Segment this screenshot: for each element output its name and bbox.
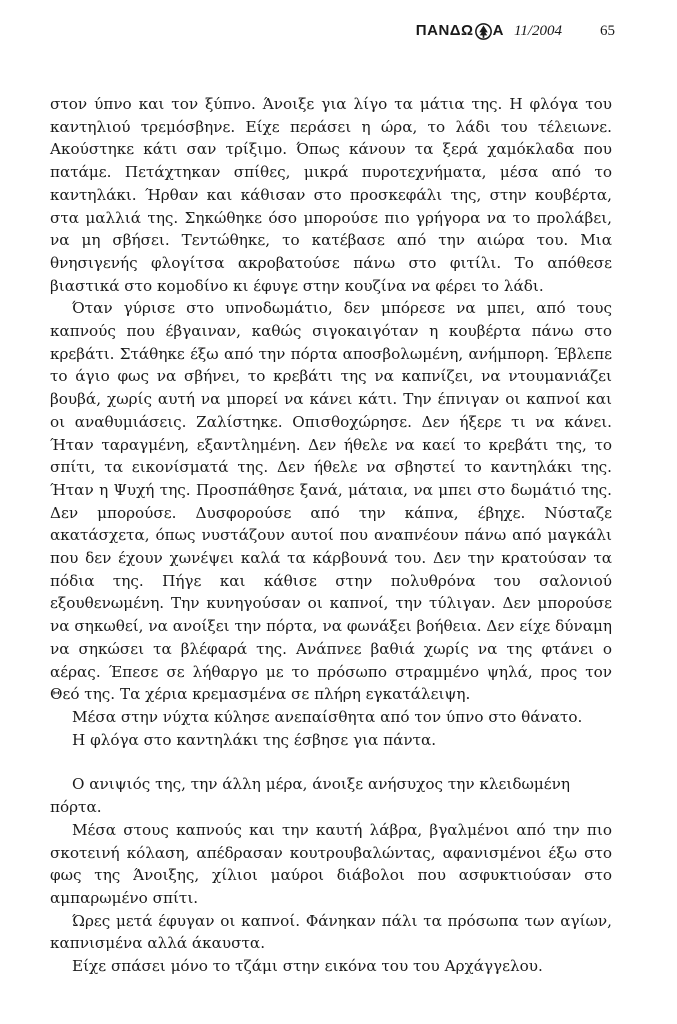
- paragraph: Η φλόγα στο καντηλάκι της έσβησε για πάντα.: [72, 730, 437, 749]
- paragraph: στον ύπνο και τον ξύπνο. Άνοιξε για λίγο τα μάτια της. Η φλόγα του καντηλιού τρεμόσβηνε. Είχε περάσει η ώρα, το λάδι του τέλειωνε. Ακούστηκε κάτι σαν τρίξιμο. Όπως κάνουν τα ξερά χαμόκλαδα που πατάμε. Πετάχτηκαν σπίθες, μικρά πυροτεχνήματα, μέσα από το καντηλάκι. Ήρθαν και κάθισαν στο προσκεφάλι της, στην κουβέρτα, στα μαλλιά της. Σηκώθηκε όσο μπορούσε πιο γρήγορα να το προλάβει, να μη σβήσει. Τεντώθηκε, το κατέβασε από την αιώρα του. Μια θνησιγενής φλογίτσα ακροβατούσε πάνω στο φιτίλι. Το απόθεσε βιαστικά στο κομοδίνο κι έφυγε στην κουζίνα να φέρει το λάδι.: [50, 95, 612, 295]
- paragraph: Μέσα στην νύχτα κύλησε ανεπαίσθητα από τον ύπνο στο θάνατο.: [72, 707, 583, 726]
- paragraph: Όταν γύρισε στο υπνοδωμάτιο, δεν μπόρεσε να μπει, από τους καπνούς που έβγαιναν, καθώς σιγοκαιγόταν η κουβέρτα πάνω στο κρεβάτι. Στάθηκε έξω από την πόρτα αποσβολωμένη, ανήμπορη. Έβλεπε το άγιο φως να σβήνει, το κρεβάτι της να καπνίζει, να ντουμανιάζει βουβά, χωρίς αυτή να μπορεί να κάνει κάτι. Την έπνιγαν οι καπνοί και οι αναθυμιάσεις. Ζαλίστηκε. Οπισθοχώρησε. Δεν ήξερε τι να κάνει. Ήταν ταραγμένη, εξαντλημένη. Δεν ήθελε να καεί το κρεβάτι της, το σπίτι, τα εικονίσματά της. Δεν ήθελε να σβηστεί το καντηλάκι της. Ήταν η Ψυχή της. Προσπάθησε ξανά, μάταια, να μπει στο δωμάτιό της. Δεν μπορούσε. Δυσφορούσε από την κάπνα, έβηχε. Νύσταζε ακατάσχετα, όπως νυστάζουν αυτοί που αναπνέουν πάνω από μαγκάλι που δεν έχουν χωνέψει καλά τα κάρβουνά του. Δεν την κρατούσαν τα πόδια της. Πήγε και κάθισε στην πολυθρόνα του σαλονιού εξουθενωμένη. Την κυνηγούσαν οι καπνοί, την τύλιγαν. Δεν μπορούσε να σηκωθεί, να ανοίξει την πόρτα, να φωνάξει βοήθεια. Δεν είχε δύναμη να σηκώσει τα βλέφαρά της. Ανάπνεε βαθιά χωρίς να της φτάνει ο αέρας. Έπεσε σε λήθαργο με το πρόσωπο στραμμένο ψηλά, προς τον Θεό της. Τα χέρια κρεμασμένα σε πλήρη εγκατάλειψη.: [50, 299, 612, 704]
- paragraph: Είχε σπάσει μόνο το τζάμι στην εικόνα του του Αρχάγγελου.: [72, 957, 543, 976]
- section-break: [50, 751, 612, 773]
- paragraph: Μέσα στους καπνούς και την καυτή λάβρα, βγαλμένοι από την πιο σκοτεινή κόλαση, απέδρασαν κουτρουβαλώντας, αφανισμένοι έξω στο φως της Άνοιξης, χίλιοι μαύροι διάβολοι που ασφυκτιούσαν στο αμπαρωμένο σπίτι.: [50, 820, 612, 907]
- paragraph: Ώρες μετά έφυγαν οι καπνοί. Φάνηκαν πάλι τα πρόσωπα των αγίων, καπνισμένα αλλά άκαυστα.: [50, 911, 612, 953]
- paragraph: Ο ανιψιός της, την άλλη μέρα, άνοιξε ανήσυχος την κλειδωμένη πόρτα.: [50, 775, 570, 817]
- journal-title-left: ΠΑΝΔΩ: [415, 22, 474, 39]
- journal-title-right: Α: [492, 22, 504, 39]
- tree-circle-icon: [475, 23, 492, 40]
- issue-number: 11/2004: [513, 23, 562, 39]
- page-number: 65: [600, 23, 615, 39]
- journal-title: [416, 22, 504, 39]
- running-header: [416, 22, 615, 40]
- article-body: [50, 93, 612, 978]
